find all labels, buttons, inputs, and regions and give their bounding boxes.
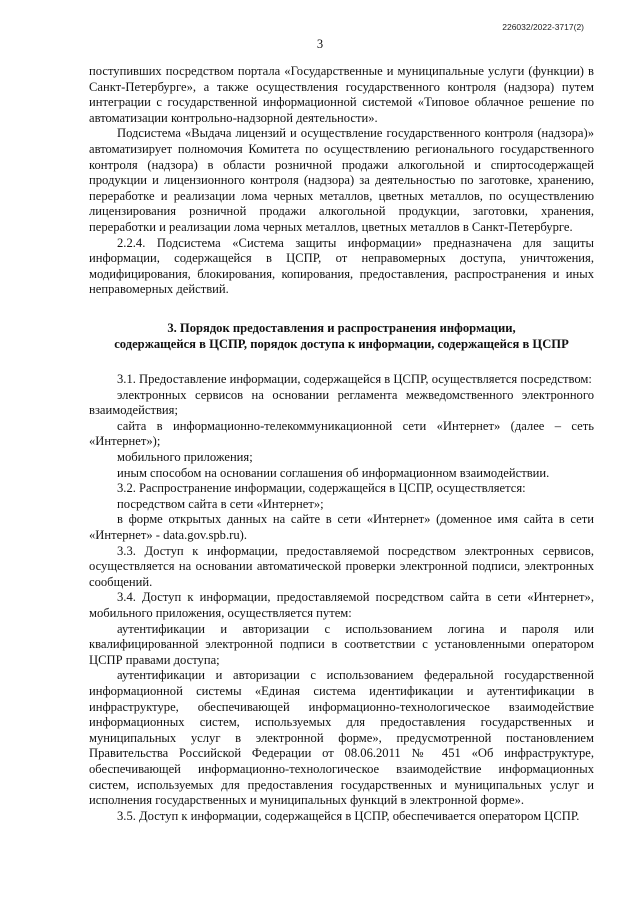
list-item: электронных сервисов на основании регламента межведомственного электронного взаимодействия; [89,387,594,418]
list-item: аутентификации и авторизации с использованием логина и пароля или квалифицированной электронной подписи в соответствии с установленными оператором ЦСПР правами доступа; [89,621,594,667]
paragraph-3-2: 3.2. Распространение информации, содержащейся в ЦСПР, осуществляется: [117,481,526,496]
list-item: сайта в информационно-телекоммуникационной сети «Интернет» (далее – сеть «Интернет»); [89,418,594,449]
page-number: 3 [316,37,324,51]
paragraph-3-4: 3.4. Доступ к информации, предоставляемой посредством сайта в сети «Интернет», мобильного приложения, осуществляется путем: [89,590,594,620]
section-heading-line-2: содержащейся в ЦСПР, порядок доступа к информации, содержащейся в ЦСПР [114,336,569,351]
list-item: иным способом на основании соглашения об информационном взаимодействии. [117,465,550,480]
paragraph-subsystem-licensing: Подсистема «Выдача лицензий и осуществление государственного контроля (надзора)» автоматизирует полномочия Комитета по осуществлению регионального государственного контроля (надзора) в области розничной продажи алкогольной и спиртосодержащей продукции и лицензионного контроля (надзора) за деятельностью по заготовке, хранению, переработке и реализации лома черных металлов, цветных металлов, по осуществлению лицензирования розничной продажи алкогольной продукции, заготовки, хранения, переработки и реализации лома черных металлов, цветных металлов в Санкт-Петербурге. [89,126,594,234]
document-body [89,64,594,824]
section-heading-line-1: 3. Порядок предоставления и распространения информации, [167,320,516,335]
list-item: в форме открытых данных на сайте в сети «Интернет» (доменное имя сайта в сети «Интернет» - data.gov.spb.ru). [89,512,594,543]
list-item: аутентификации и авторизации с использованием федеральной государственной информационной системы «Единая система идентификации и аутентификации в инфраструктуре, обеспечивающей информационно-технологическое взаимодействие информационных систем, используемых для предоставления государственных и муниципальных услуг в электронной форме», предусмотренной постановлением Правительства Российской Федерации от 08.06.2011 № 451 «Об инфраструктуре, обеспечивающей информационно-технологическое взаимодействие информационных систем, используемых для предоставления государственных и муниципальных услуг и исполнения государственных и муниципальных функций в электронной форме». [89,668,594,808]
section-heading [89,321,594,352]
paragraph-continuation: поступивших посредством портала «Государственные и муниципальные услуги (функции) в Санкт-Петербурге», а также осуществления государственного контроля (надзора) путем интеграции с государственной информационной системой «Типовое облачное решение по автоматизации контрольно-надзорной деятельности». [89,64,594,125]
paragraph-3-3: 3.3. Доступ к информации, предоставляемой посредством электронных сервисов, осуществляется на основании автоматической проверки электронной подписи, электронных сообщений. [89,543,594,589]
paragraph-3-5: 3.5. Доступ к информации, содержащейся в ЦСПР, обеспечивается оператором ЦСПР. [117,808,580,823]
paragraph-2-2-4: 2.2.4. Подсистема «Система защиты информации» предназначена для защиты информации, содержащейся в ЦСПР, от неправомерных доступа, уничтожения, модифицирования, блокирования, копирования, предоставления, распространения и иных неправомерных действий. [89,235,594,297]
list-item: посредством сайта в сети «Интернет»; [117,496,324,511]
document-number: 226032/2022-3717(2) [502,22,584,32]
paragraph-3-1: 3.1. Предоставление информации, содержащейся в ЦСПР, осуществляется посредством: [117,372,592,387]
list-item: мобильного приложения; [117,450,253,465]
